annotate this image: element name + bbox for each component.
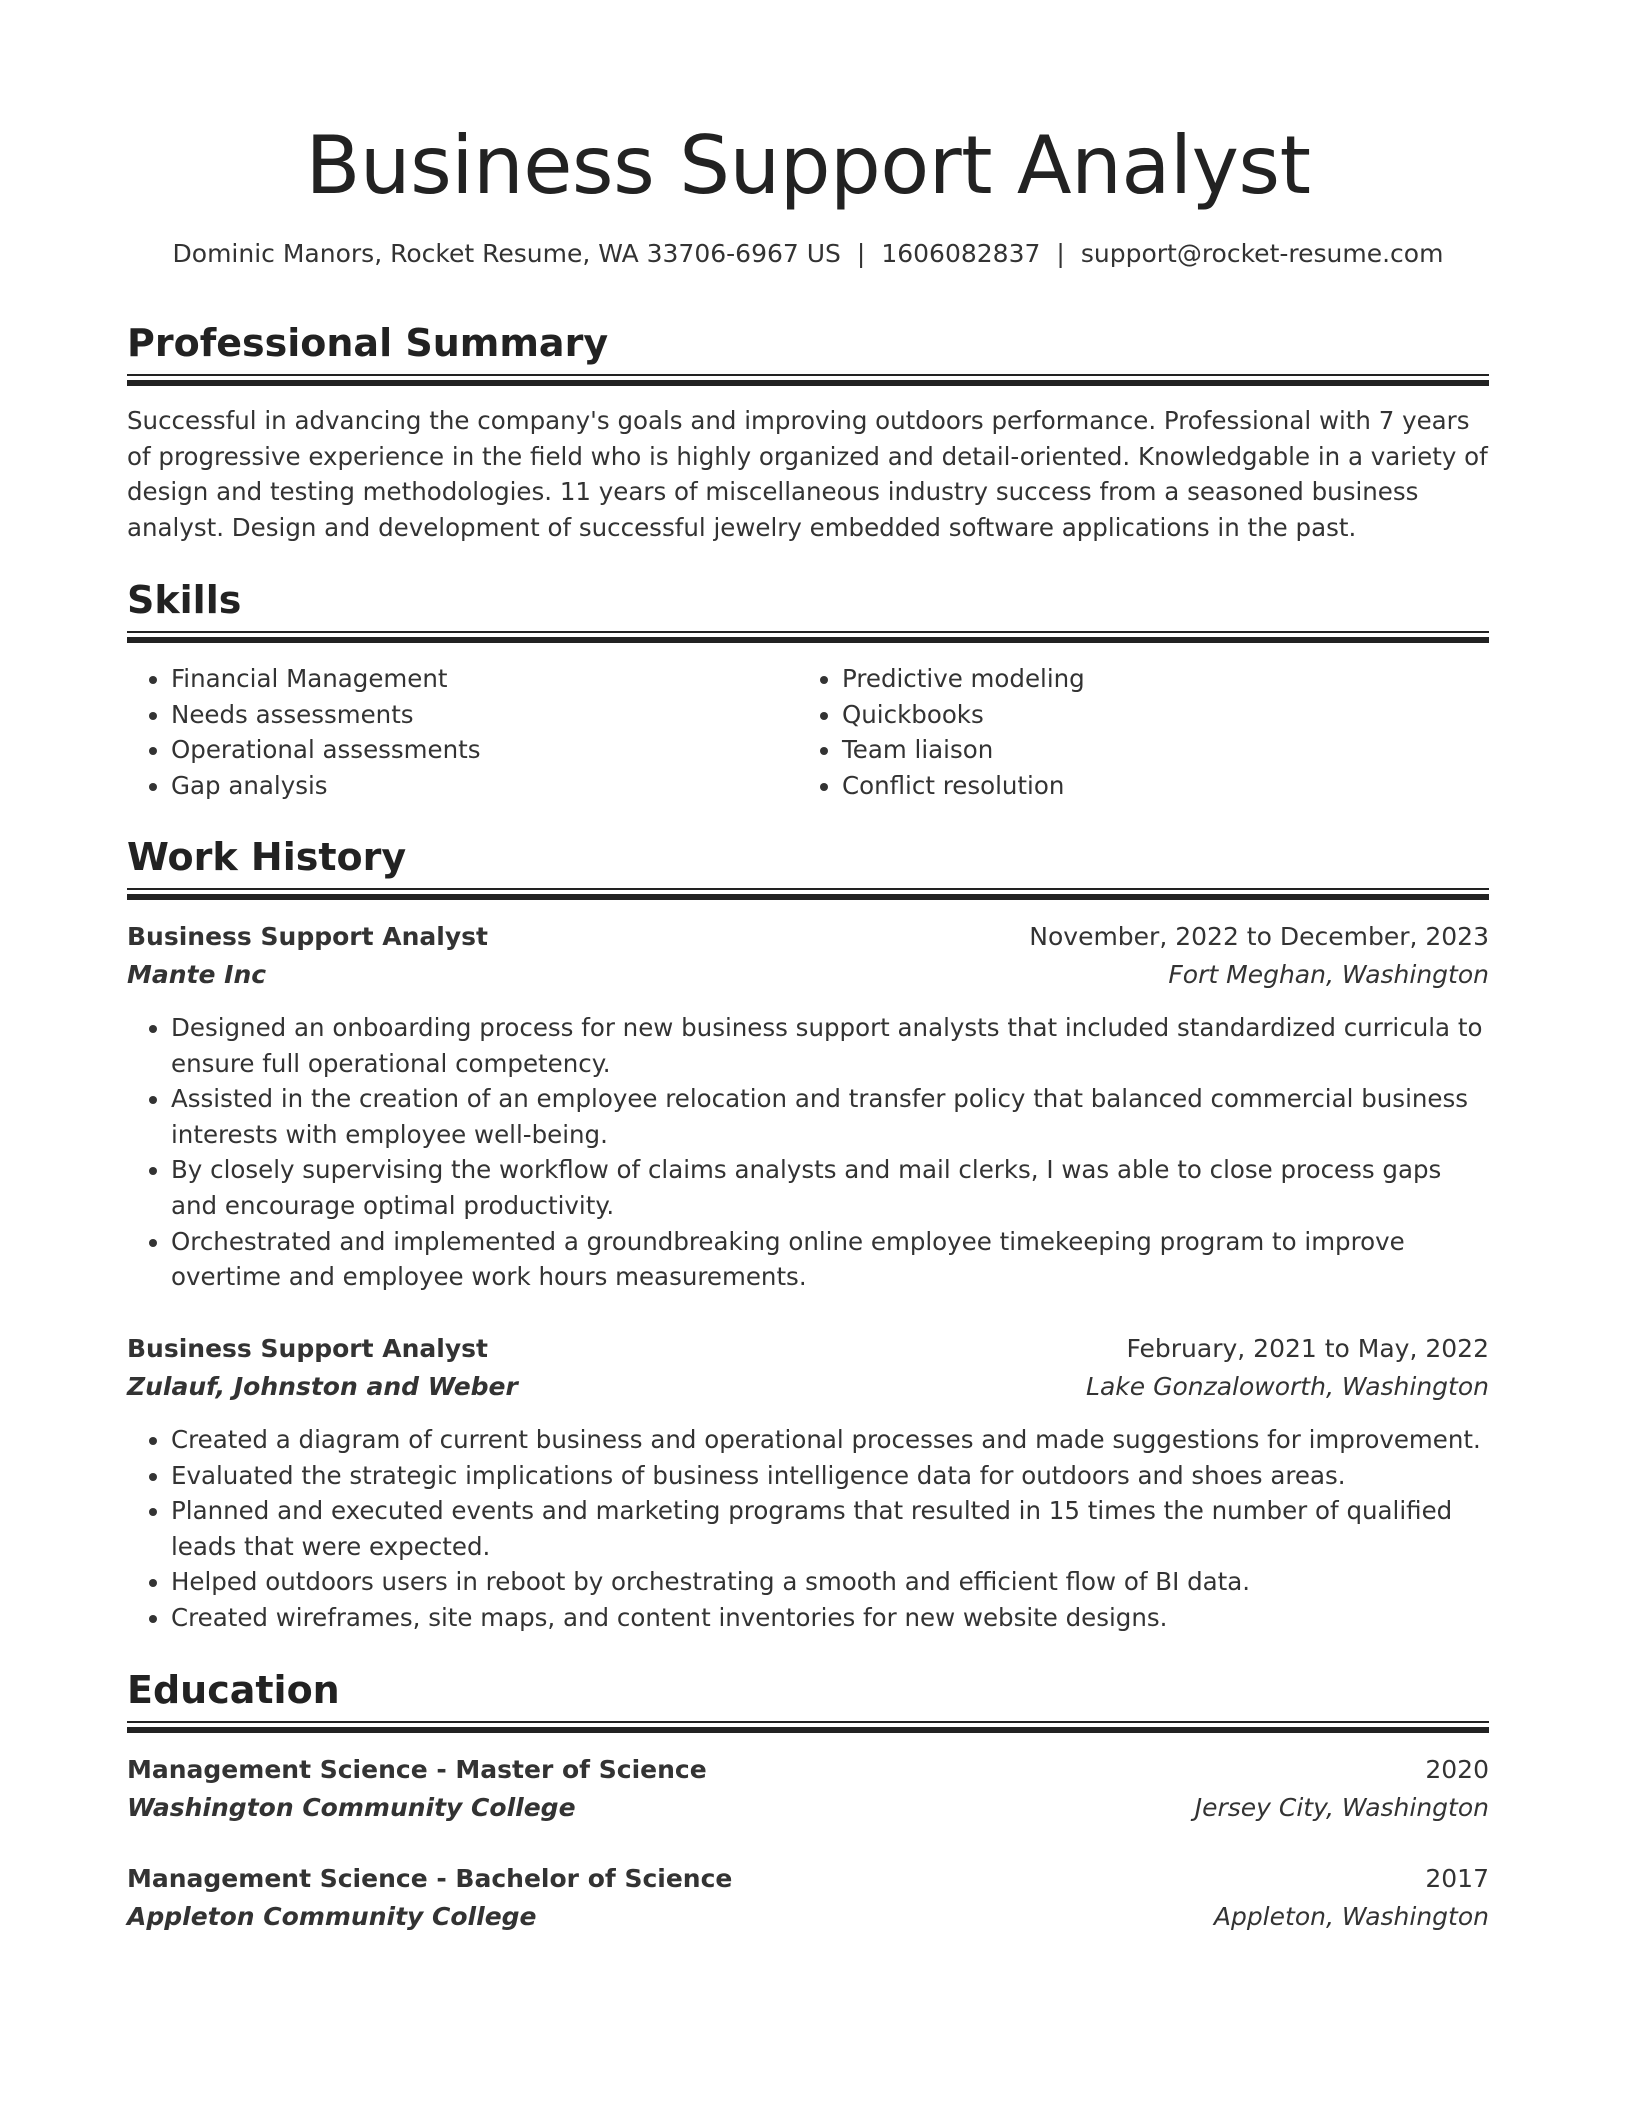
job-bullet: • Helped outdoors users in reboot by orchestrating a smooth and efficient flow of BI data. <box>171 1564 1489 1600</box>
skills-list <box>798 661 1438 803</box>
section-rule <box>127 1721 1489 1733</box>
education-entry <box>127 1860 1489 1936</box>
education-year: 2020 <box>1425 1755 1489 1784</box>
skill-item: • Financial Management <box>171 661 767 697</box>
job-dates: February, 2021 to May, 2022 <box>1126 1334 1489 1363</box>
job-company: Mante Inc <box>127 960 267 989</box>
job-entry <box>127 1330 1489 1636</box>
education-degree: Management Science - Bachelor of Science <box>127 1864 733 1893</box>
section-rule <box>127 888 1489 900</box>
section-title: Skills <box>127 578 242 622</box>
job-title: Business Support Analyst <box>127 922 488 951</box>
contact-phone: 1606082837 <box>881 239 1041 268</box>
job-dates: November, 2022 to December, 2023 <box>1029 922 1489 951</box>
contact-separator: | <box>856 239 866 268</box>
section-rule <box>127 374 1489 386</box>
job-bullet: • Evaluated the strategic implications of business intelligence data for outdoors and shoes areas. <box>171 1458 1489 1494</box>
summary-section <box>127 318 1489 368</box>
contact-email: support@rocket-resume.com <box>1080 239 1444 268</box>
skills-section <box>127 575 1489 625</box>
job-bullet: • Planned and executed events and marketing programs that resulted in 15 times the number of qualified leads that were expected. <box>171 1493 1489 1564</box>
resume-name: Business Support Analyst <box>305 119 1311 212</box>
section-title: Work History <box>127 835 407 879</box>
job-location: Fort Meghan, Washington <box>1168 960 1489 989</box>
skills-list <box>127 661 767 803</box>
job-bullet: • Orchestrated and implemented a groundbreaking online employee timekeeping program to improve overtime and employee work hours measurements. <box>171 1224 1489 1295</box>
contact-address: Dominic Manors, Rocket Resume, WA 33706-6967 US <box>172 239 841 268</box>
job-title: Business Support Analyst <box>127 1334 488 1363</box>
job-location: Lake Gonzaloworth, Washington <box>1086 1372 1489 1401</box>
job-bullet: • By closely supervising the workflow of claims analysts and mail clerks, I was able to close process gaps and encourage optimal productivity. <box>171 1152 1489 1223</box>
skills-right-column <box>798 661 1438 803</box>
education-location: Appleton, Washington <box>1213 1902 1489 1931</box>
skill-item: • Gap analysis <box>171 768 767 804</box>
education-degree: Management Science - Master of Science <box>127 1755 707 1784</box>
section-title: Professional Summary <box>127 321 609 365</box>
contact-line <box>127 236 1489 272</box>
job-bullet: • Created a diagram of current business and operational processes and made suggestions for improvement. <box>171 1422 1489 1458</box>
section-rule <box>127 631 1489 643</box>
skill-item: • Needs assessments <box>171 697 767 733</box>
education-school: Appleton Community College <box>127 1902 537 1931</box>
job-bullet: • Assisted in the creation of an employee relocation and transfer policy that balanced commercial business interests with employee well-being. <box>171 1081 1489 1152</box>
job-bullet: • Designed an onboarding process for new business support analysts that included standardized curricula to ensure full operational competency. <box>171 1010 1489 1081</box>
section-title: Education <box>127 1668 340 1712</box>
education-school: Washington Community College <box>127 1793 576 1822</box>
contact-separator: | <box>1056 239 1065 268</box>
job-entry <box>127 918 1489 1295</box>
job-bullet: • Created wireframes, site maps, and content inventories for new website designs. <box>171 1600 1489 1636</box>
summary-text: Successful in advancing the company's goals and improving outdoors performance. Professional with 7 years of progressive experience in the field who is highly organized and detail-oriented. Knowledgable in a variety of design and testing methodologies. 11 years of miscellaneous industry success from a seasoned business analyst. Design and development of successful jewelry embedded software applications in the past. <box>127 406 1488 542</box>
work-section <box>127 832 1489 882</box>
skill-item: • Operational assessments <box>171 732 767 768</box>
education-section <box>127 1665 1489 1715</box>
education-location: Jersey City, Washington <box>1194 1793 1489 1822</box>
skill-item: • Team liaison <box>842 732 1438 768</box>
skill-item: • Predictive modeling <box>842 661 1438 697</box>
job-bullets <box>127 1010 1489 1295</box>
job-bullets <box>127 1422 1489 1636</box>
skill-item: • Quickbooks <box>842 697 1438 733</box>
education-year: 2017 <box>1425 1864 1489 1893</box>
education-entry <box>127 1751 1489 1827</box>
job-company: Zulauf, Johnston and Weber <box>127 1372 518 1401</box>
skills-left-column <box>127 661 767 803</box>
skill-item: • Conflict resolution <box>842 768 1438 804</box>
